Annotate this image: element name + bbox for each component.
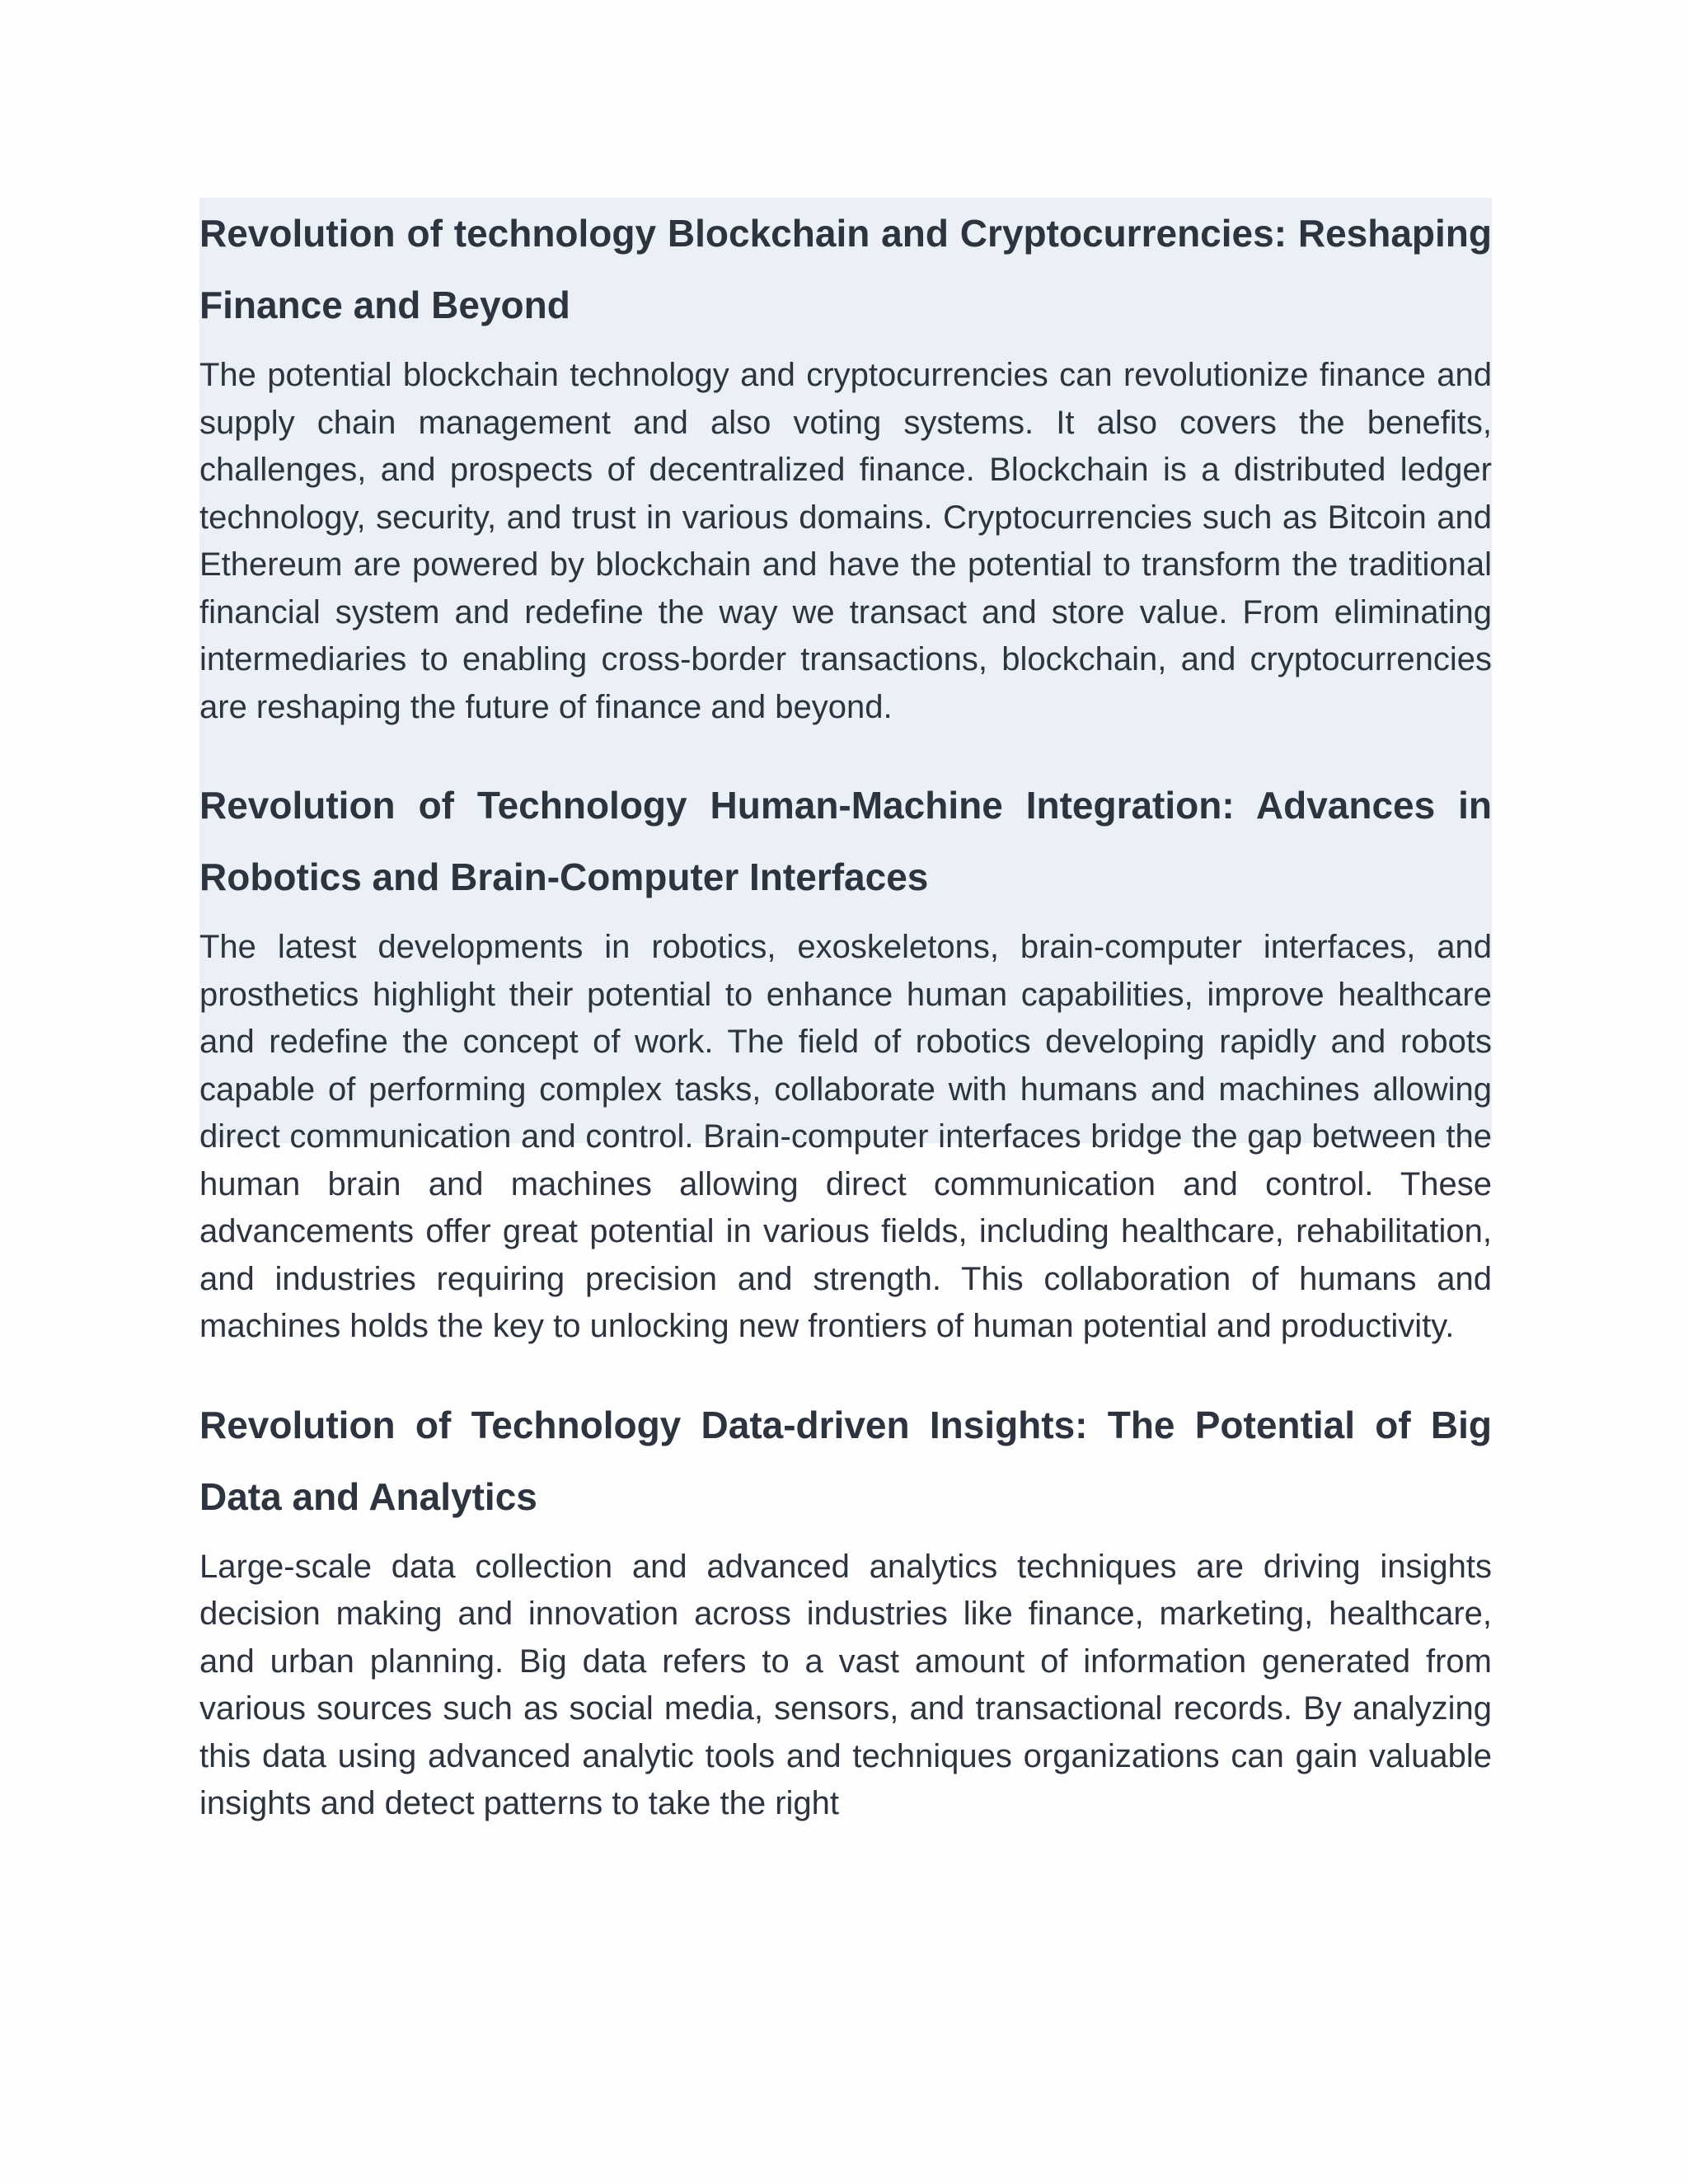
document-body (199, 198, 1492, 1821)
section-paragraph-big-data: Large-scale data collection and advanced analytics techniques are driving insights decision making and innovation across industries like finance, marketing, healthcare, and urban planning. Big data refers to a vast amount of information generated from various sources such as social media, sensors, and transactional records. By analyzing this data using advanced analytic tools and techniques organizations can gain valuable insights and detect patterns to take the right (199, 1548, 1492, 1821)
highlighted-text-block (199, 198, 1492, 1821)
section-heading-big-data: Revolution of Technology Data-driven Insights: The Potential of Big Data and Analytics (199, 1403, 1492, 1518)
section-paragraph-human-machine: The latest developments in robotics, exoskeletons, brain-computer interfaces, and prosthetics highlight their potential to enhance human capabilities, improve healthcare and redefine the concept of work. The field of robotics developing rapidly and robots capable of performing complex tasks, collaborate with humans and machines allowing direct communication and control. Brain-computer interfaces bridge the gap between the human brain and machines allowing direct communication and control. These advancements offer great potential in various fields, including healthcare, rehabilitation, and industries requiring precision and strength. This collaboration of humans and machines holds the key to unlocking new frontiers of human potential and productivity. (199, 929, 1492, 1344)
section-heading-human-machine: Revolution of Technology Human-Machine Integration: Advances in Robotics and Brain-Computer Interfaces (199, 784, 1492, 898)
section-paragraph-blockchain: The potential blockchain technology and cryptocurrencies can revolutionize finance and supply chain management and also voting systems. It also covers the benefits, challenges, and prospects of decentralized finance. Blockchain is a distributed ledger technology, security, and trust in various domains. Cryptocurrencies such as Bitcoin and Ethereum are powered by blockchain and have the potential to transform the traditional financial system and redefine the way we transact and store value. From eliminating intermediaries to enabling cross-border transactions, blockchain, and cryptocurrencies are reshaping the future of finance and beyond. (199, 357, 1492, 725)
section-heading-blockchain: Revolution of technology Blockchain and Cryptocurrencies: Reshaping Finance and Beyond (199, 212, 1492, 326)
